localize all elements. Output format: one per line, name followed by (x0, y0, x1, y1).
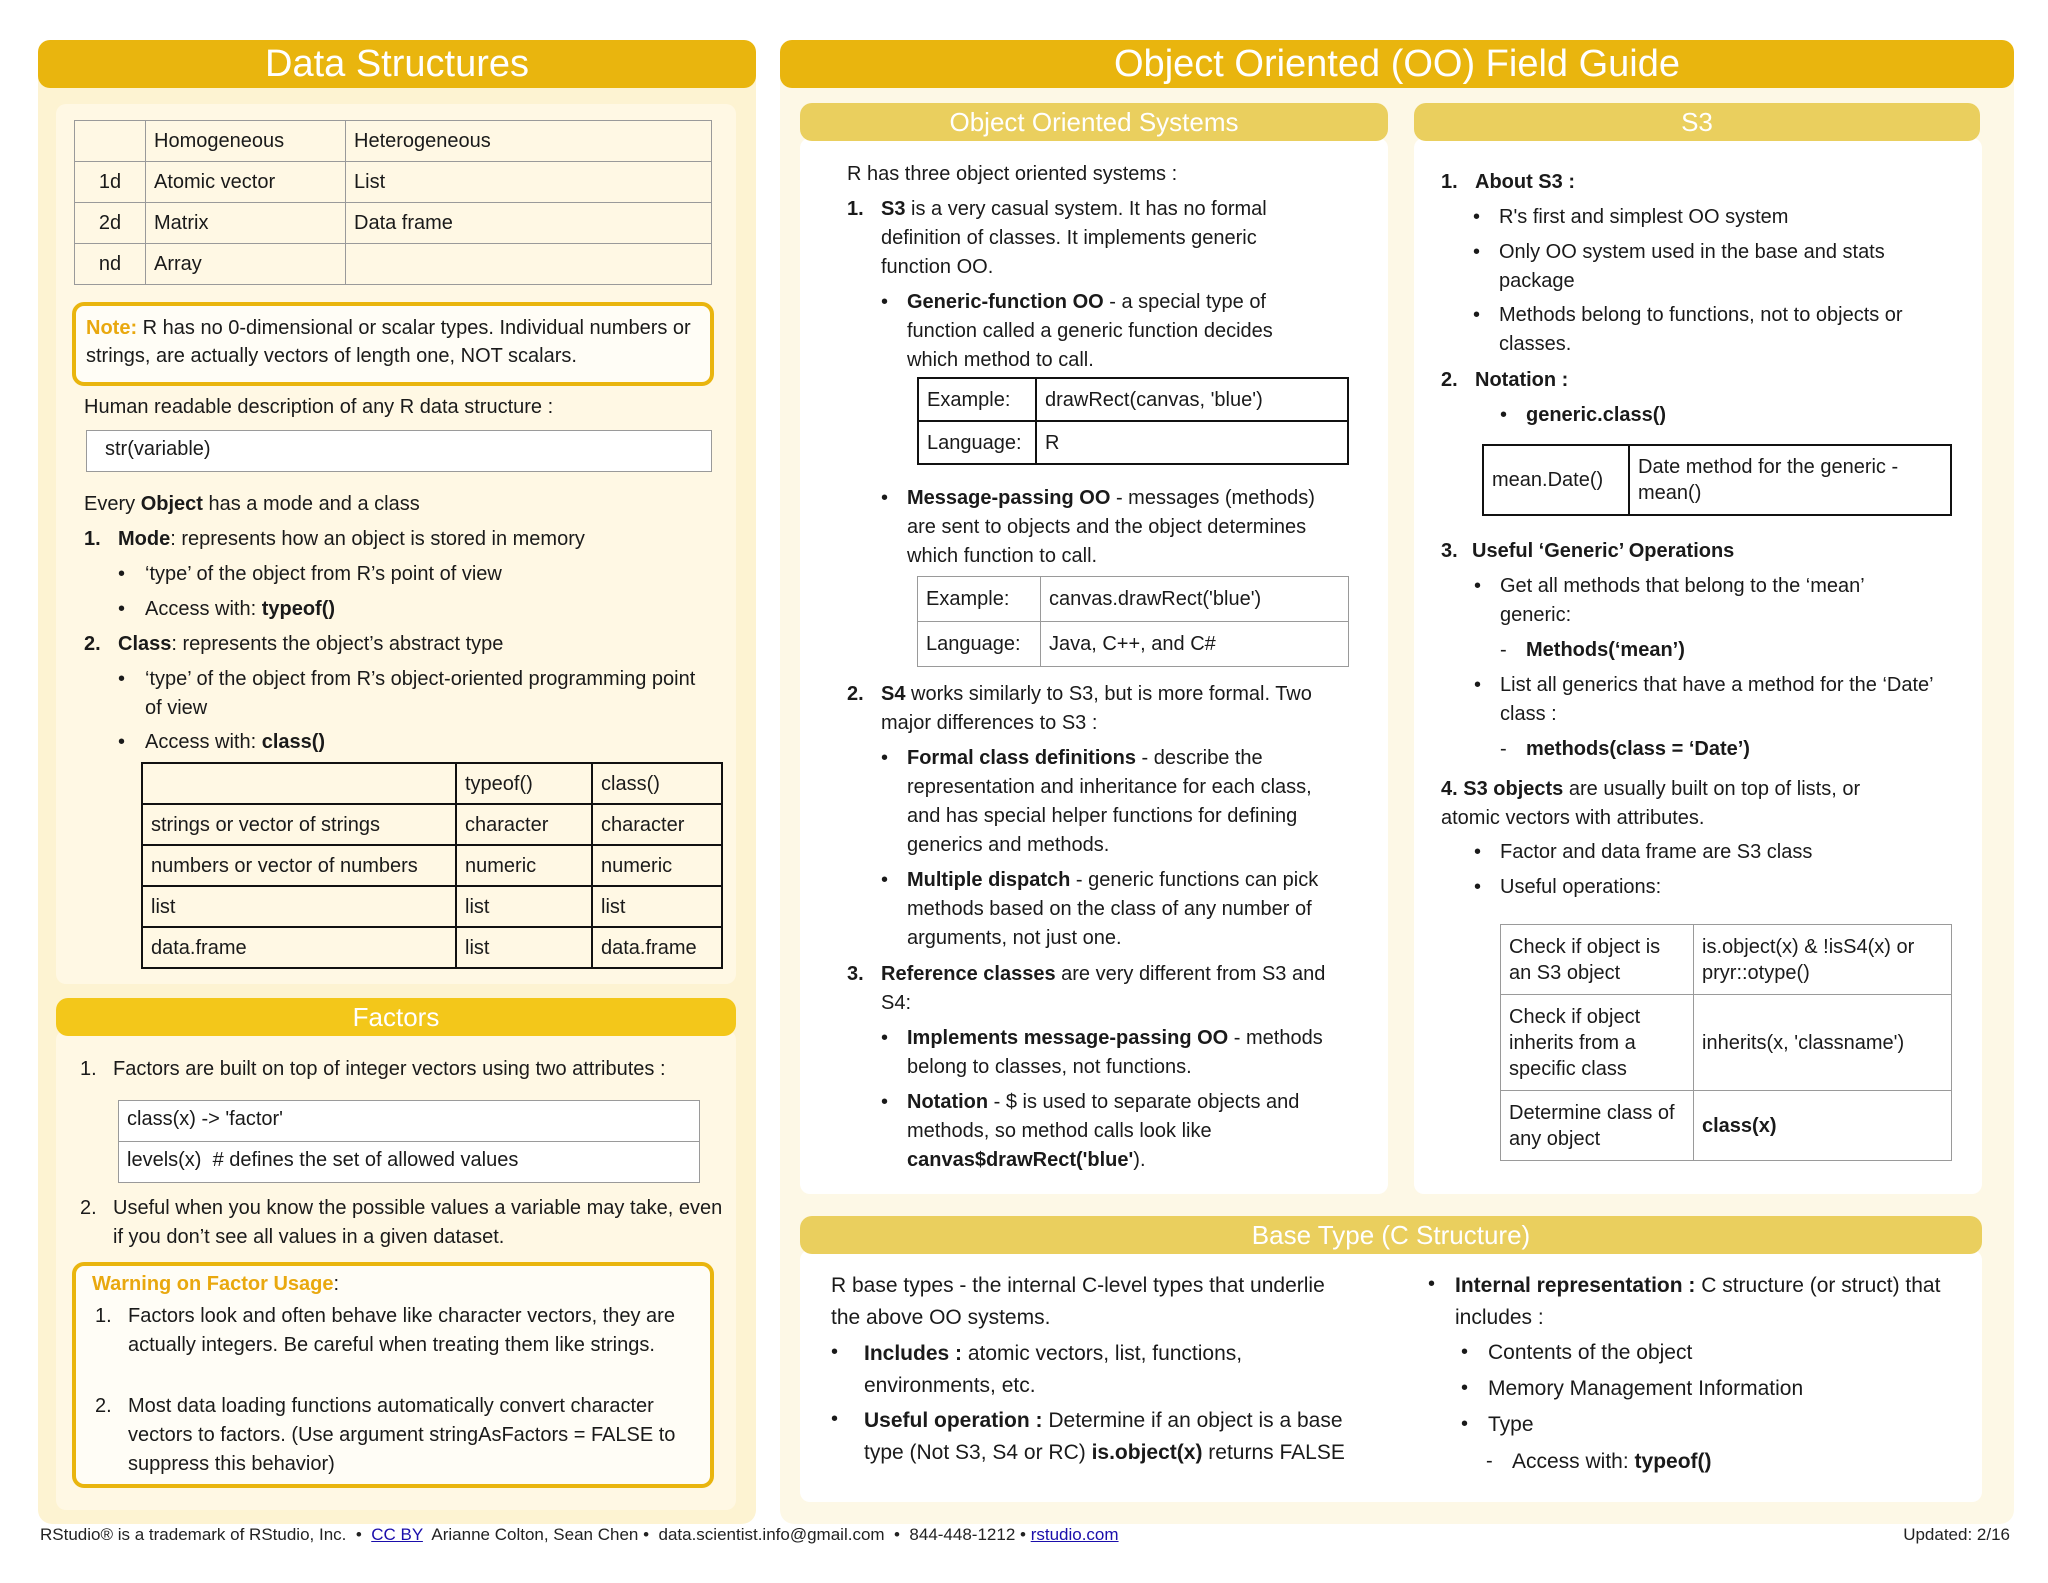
formal-class-definitions: Formal class definitions - describe the representation and inheritance for each class, and has special helper functions for defining generics and methods. (907, 747, 1312, 856)
bullet: • (831, 1341, 839, 1363)
bullet: • (1461, 1341, 1469, 1363)
table-cell: typeof() (456, 763, 592, 804)
bullet: • (1500, 404, 1508, 426)
oo-field-guide-header: Object Oriented (OO) Field Guide (780, 40, 2014, 88)
table-cell: character (592, 804, 722, 845)
dash: - (1500, 639, 1507, 661)
table-cell: character (456, 804, 592, 845)
bullet: • (881, 1091, 889, 1113)
ir-item-3-sub: Access with: typeof() (1512, 1450, 1712, 1473)
table-cell: Check if object inherits from a specific class (1501, 995, 1694, 1091)
s3-objects-item-1: Factor and data frame are S3 class (1500, 841, 1813, 863)
table-cell: list (456, 886, 592, 927)
footer-updated: Updated: 2/16 (1903, 1525, 2010, 1544)
table-cell: class() (592, 763, 722, 804)
base-type-intro: R base types - the internal C-level types that underlie the above OO systems. (831, 1274, 1325, 1329)
warning-item-1: Factors look and often behave like character vectors, they are actually integers. Be careful when treating them like strings. (128, 1305, 675, 1356)
bullet: • (881, 291, 889, 313)
bullet: • (1473, 304, 1481, 326)
dimension-table (74, 120, 712, 285)
mode-bullet-1: ‘type’ of the object from R’s point of view (145, 563, 502, 585)
bullet: • (1461, 1377, 1469, 1399)
bullet: • (1428, 1273, 1436, 1295)
table-row (142, 845, 722, 886)
table-row (1501, 925, 1952, 995)
table-cell: strings or vector of strings (142, 804, 456, 845)
table-cell: drawRect(canvas, 'blue') (1036, 378, 1348, 421)
note-label: Note: (86, 317, 138, 339)
notation-title: Notation : (1475, 369, 1569, 391)
bullet: • (1474, 674, 1482, 696)
about-item-3: Methods belong to functions, not to objects or classes. (1499, 304, 1903, 355)
class-bullet-2: Access with: class() (145, 731, 326, 753)
table-cell: data.frame (142, 927, 456, 968)
table-cell: class(x) (1694, 1091, 1952, 1161)
about-item-1: R's first and simplest OO system (1499, 206, 1789, 228)
bullet: • (118, 731, 126, 753)
table-cell: list (592, 886, 722, 927)
bullet: • (118, 668, 126, 690)
s4-description: S4 works similarly to S3, but is more formal. Two major differences to S3 : (881, 683, 1312, 734)
oo-systems-header: Object Oriented Systems (800, 103, 1388, 141)
table-cell: Homogeneous (146, 121, 346, 162)
table-cell: inherits(x, 'classname') (1694, 995, 1952, 1091)
class-item: Class: represents the object’s abstract type (118, 633, 504, 655)
rstudio-link[interactable]: rstudio.com (1030, 1525, 1119, 1544)
class-bullet-1: ‘type’ of the object from R’s object-oriented programming point of view (145, 668, 696, 719)
ir-item-1: Contents of the object (1488, 1341, 1693, 1364)
table-row (142, 804, 722, 845)
s3-header: S3 (1414, 103, 1980, 141)
table-cell: R (1036, 421, 1348, 464)
table-cell: Determine class of any object (1501, 1091, 1694, 1161)
bullet: • (1474, 876, 1482, 898)
message-passing-oo: Message-passing OO - messages (methods) are sent to objects and the object determines which function to call. (907, 487, 1315, 567)
warning-number-2: 2. (95, 1395, 112, 1417)
bullet: • (881, 869, 889, 891)
ir-item-2: Memory Management Information (1488, 1377, 1804, 1400)
base-useful-operation: Useful operation : Determine if an object is a base type (Not S3, S4 or RC) is.object(x) returns FALSE (864, 1409, 1345, 1464)
table-cell: numbers or vector of numbers (142, 845, 456, 886)
table-cell: 2d (75, 203, 146, 244)
bullet: • (881, 1027, 889, 1049)
data-structures-header: Data Structures (38, 40, 756, 88)
table-cell: List (346, 162, 712, 203)
factors-header: Factors (56, 998, 736, 1036)
table-cell: nd (75, 244, 146, 285)
table-cell: canvas.drawRect('blue') (1041, 577, 1349, 622)
warning-title: Warning on Factor Usage: (92, 1273, 340, 1295)
rc-notation: Notation - $ is used to separate objects and methods, so method calls look like canvas$drawRect('blue'). (907, 1091, 1300, 1171)
bullet: • (1474, 575, 1482, 597)
every-object-text: Every Object has a mode and a class (84, 493, 420, 515)
reference-classes: Reference classes are very different from S3 and S4: (881, 963, 1326, 1014)
table-cell: Example: (918, 577, 1041, 622)
multiple-dispatch: Multiple dispatch - generic functions can pick methods based on the class of any number of arguments, not just one. (907, 869, 1319, 949)
table-cell: Java, C++, and C# (1041, 622, 1349, 667)
base-type-header: Base Type (C Structure) (800, 1216, 1982, 1254)
factors-number-1: 1. (80, 1058, 97, 1080)
scalar-note (72, 302, 714, 386)
table-cell: is.object(x) & !isS4(x) or pryr::otype() (1694, 925, 1952, 995)
human-readable-text: Human readable description of any R data structure : (84, 396, 554, 418)
bullet: • (118, 563, 126, 585)
notation-number: 2. (1441, 369, 1458, 391)
bullet: • (881, 487, 889, 509)
mode-item: Mode: represents how an object is stored in memory (118, 528, 585, 550)
useful-item-2: List all generics that have a method for the ‘Date’ class : (1500, 674, 1933, 725)
bullet: • (831, 1408, 839, 1430)
generic-function-oo: Generic-function OO - a special type of function called a generic function decides which method to call. (907, 291, 1273, 371)
dash: - (1500, 738, 1507, 760)
table-cell: list (456, 927, 592, 968)
table-cell: list (142, 886, 456, 927)
ir-item-3: Type (1488, 1413, 1534, 1436)
s3-objects: 4. S3 objects are usually built on top of lists, or atomic vectors with attributes. (1441, 778, 1861, 829)
useful-item-1: Get all methods that belong to the ‘mean’ generic: (1500, 575, 1864, 626)
table-cell: Atomic vector (146, 162, 346, 203)
bullet: • (1473, 241, 1481, 263)
type-class-table (141, 762, 723, 969)
table-row (1501, 1091, 1952, 1161)
warning-item-2: Most data loading functions automatically convert character vectors to factors. (Use argument stringAsFactors = FALSE to suppress this behavior) (128, 1395, 676, 1475)
message-passing-table (917, 576, 1349, 667)
table-cell (142, 763, 456, 804)
table-row (142, 886, 722, 927)
rc-number: 3. (847, 963, 864, 985)
about-number: 1. (1441, 171, 1458, 193)
internal-representation: Internal representation : C structure (or struct) that includes : (1455, 1274, 1941, 1329)
table-cell: Check if object is an S3 object (1501, 925, 1694, 995)
table-cell: mean.Date() (1483, 445, 1629, 515)
table-cell: numeric (592, 845, 722, 886)
oo-intro: R has three object oriented systems : (847, 163, 1178, 185)
s3-objects-item-2: Useful operations: (1500, 876, 1662, 898)
s4-number: 2. (847, 683, 864, 705)
bullet: • (1473, 206, 1481, 228)
note-text: R has no 0-dimensional or scalar types. Individual numbers or strings, are actually vectors of length one, NOT scalars. (86, 317, 691, 367)
table-cell: Language: (918, 622, 1041, 667)
bullet: • (1474, 841, 1482, 863)
s3-description: S3 is a very casual system. It has no formal definition of classes. It implements generic function OO. (881, 198, 1267, 278)
warning-number-1: 1. (95, 1305, 112, 1327)
implements-message-passing: Implements message-passing OO - methods belong to classes, not functions. (907, 1027, 1323, 1078)
table-cell: Matrix (146, 203, 346, 244)
str-code: str(variable) (86, 430, 712, 472)
factors-point-1: Factors are built on top of integer vectors using two attributes : (113, 1058, 666, 1080)
base-includes: Includes : atomic vectors, list, functions, environments, etc. (864, 1342, 1243, 1397)
dash: - (1486, 1450, 1493, 1472)
useful-number: 3. (1441, 540, 1458, 562)
useful-item-2-code: methods(class = ‘Date’) (1526, 738, 1750, 760)
table-cell: Language: (918, 421, 1036, 464)
table-cell: Date method for the generic - mean() (1629, 445, 1951, 515)
mode-number: 1. (84, 528, 101, 550)
about-s3-title: About S3 : (1475, 171, 1575, 193)
bullet: • (118, 598, 126, 620)
s3-number: 1. (847, 198, 864, 220)
factor-class-code: class(x) -> 'factor' (118, 1100, 700, 1142)
table-cell: numeric (456, 845, 592, 886)
bullet: • (881, 747, 889, 769)
notation-item: generic.class() (1526, 404, 1667, 426)
table-row (1501, 995, 1952, 1091)
factors-number-2: 2. (80, 1197, 97, 1219)
about-item-2: Only OO system used in the base and stats package (1499, 241, 1885, 292)
footer-credits: RStudio® is a trademark of RStudio, Inc. • CC BY Arianne Colton, Sean Chen • data.scientist.info@gmail.com • 844-448-1212 • rstudio.com (40, 1525, 1119, 1544)
table-cell: data.frame (592, 927, 722, 968)
useful-generic-title: Useful ‘Generic’ Operations (1472, 540, 1735, 562)
table-cell: 1d (75, 162, 146, 203)
table-cell (75, 121, 146, 162)
factors-point-2: Useful when you know the possible values a variable may take, even if you don’t see all values in a given dataset. (113, 1197, 723, 1248)
factor-levels-code: levels(x) # defines the set of allowed values (118, 1141, 700, 1183)
bullet: • (1461, 1413, 1469, 1435)
mode-bullet-2: Access with: typeof() (145, 598, 336, 620)
table-cell: Data frame (346, 203, 712, 244)
table-cell: Heterogeneous (346, 121, 712, 162)
table-row (142, 927, 722, 968)
class-number: 2. (84, 633, 101, 655)
useful-item-1-code: Methods(‘mean’) (1526, 639, 1685, 661)
table-cell: Array (146, 244, 346, 285)
table-cell: Example: (918, 378, 1036, 421)
mean-date-table (1482, 444, 1952, 516)
generic-function-table (917, 377, 1349, 465)
table-cell (346, 244, 712, 285)
cc-by-link[interactable]: CC BY (371, 1525, 423, 1544)
s3-operations-table (1500, 924, 1952, 1161)
